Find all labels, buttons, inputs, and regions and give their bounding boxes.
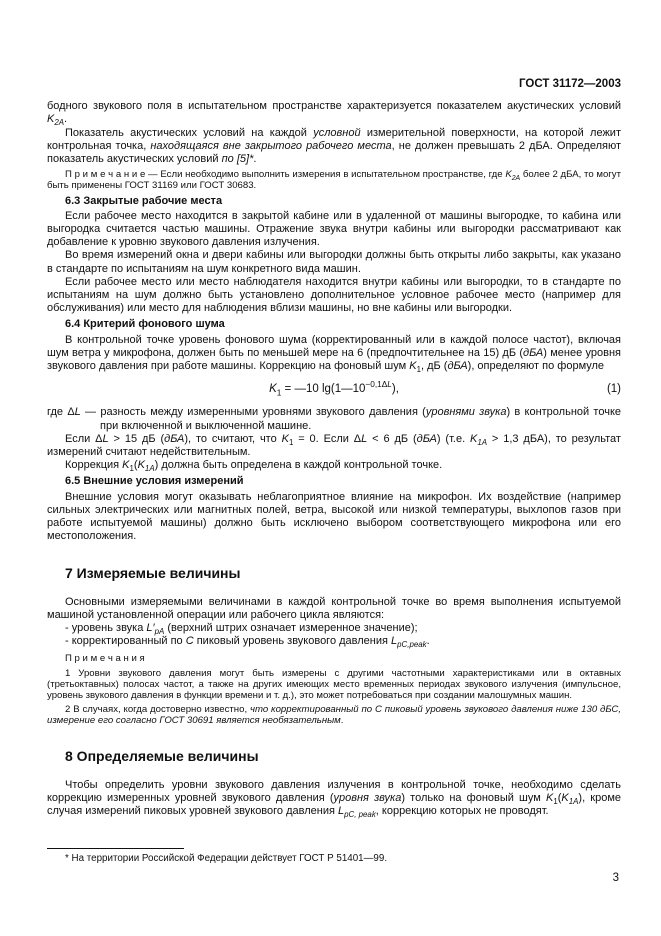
paragraph: 2 В случаях, когда достоверно известно, что корректированный по С пиковый уровень звукового давления ниже 130 дБС, измерение его согласно ГОСТ 30691 является необязательным.: [47, 704, 621, 727]
paragraph: где ΔL — разность между измеренными уровнями звукового давления (уровнями звука) в контрольной точке при включенной и выключенной машине.: [47, 406, 621, 432]
section-heading: 6.3 Закрытые рабочие места: [65, 194, 223, 207]
paragraph: Если ΔL > 15 дБ (дБА), то считают, что $K_1 = 0$. Если ΔL < 6 дБ (дБА) (т.е. $K_{1A} > 1,3$ дБА), то результат измерений считают недействительным.: [47, 432, 621, 459]
paragraph: П р и м е ч а н и я: [65, 653, 145, 665]
paragraph: Во время измерений окна и двери кабины или выгородки должны быть открыты либо закрыты, как указано в стандарте по испытаниям на шум конкретного вида машин.: [47, 249, 621, 275]
section-heading: 7 Измеряемые величины: [65, 564, 241, 581]
paragraph: В контрольной точке уровень фонового шума (корректированный или в каждой полосе частот), включая шум ветра у микрофона, должен быть по меньшей мере на 6 (предпочтительнее на 15) дБ (дБА) менее уровня звукового давления при работе машины. Коррекцию на фоновый шум $K_1$, дБ (дБА), определяют по формуле: [47, 333, 621, 375]
footnote-separator: [47, 848, 184, 849]
section-heading: 6.5 Внешние условия измерений: [65, 475, 244, 488]
paragraph: П р и м е ч а н и е — Если необходимо выполнить измерения в испытательном пространстве, где $K_{2A}$ более 2 дБА, то могут быть применены ГОСТ 31169 или ГОСТ 30683.: [47, 169, 621, 192]
paragraph: Если рабочее место находится в закрытой кабине или в удаленной от машины выгородке, то кабина или выгородка считается частью машины. Отражение звука внутри кабины или выгородки рассматривают как добавление к уровню звукового давления излучения.: [47, 209, 621, 249]
footnote-text: * На территории Российской Федерации действует ГОСТ Р 51401—99.: [65, 853, 388, 864]
equation-number: (1): [606, 383, 621, 396]
paragraph: Внешние условия могут оказывать неблагоприятное влияние на микрофон. Их воздействие (например сильных электрических или магнитных полей, ветра, высокой или низкой температуры, выхлопов газов при работе испытуемой машины) должно быть исключено выбором соответствующего микрофона или его местоположения.: [47, 490, 621, 543]
paragraph: Показатель акустических условий на каждой условной измерительной поверхности, на которой лежит контрольная точка, находящаяся вне закрытого рабочего места, не должен превышать 2 дБА. Определяют показатель акустических условий по [5]*.: [47, 126, 621, 166]
paragraph: бодного звукового поля в испытательном пространстве характеризуется показателем акустических условий $K_{2A}$.: [47, 100, 621, 128]
paragraph: - корректированный по С пиковый уровень звукового давления $L_{pC,peak}$.: [65, 635, 430, 650]
document-header-standard-number: ГОСТ 31172—2003: [519, 78, 621, 90]
page-number: 3: [612, 872, 619, 884]
document-body: [47, 100, 621, 818]
footnote-block: [47, 848, 621, 865]
formula: [47, 380, 621, 398]
formula-expression: $K_1$ = —10 $\lg(1—10^{-0,1\Delta L})$,: [269, 380, 399, 398]
paragraph: Чтобы определить уровни звукового давления излучения в контрольной точке, необходимо сделать коррекцию измеренных уровней звукового давления (уровня звука) только на фоновый шум $K_1(K_{1A})$, кроме случая измерений пиковых уровней звукового давления $L_{pC, peak}$, коррекцию которых не проводят.: [47, 778, 621, 820]
paragraph: - уровень звука $L'_{pA}$ (верхний штрих означает измеренное значение);: [65, 621, 418, 637]
paragraph: Основными измеряемыми величинами в каждой контрольной точке во время выполнения испытуемой машиной установленной операции или рабочего цикла являются:: [47, 595, 621, 621]
paragraph: 1 Уровни звукового давления могут быть измерены с другими частотными характеристиками или в октавных (третьоктавных) полосах частот, а также на других имеющих место временных периодах звукового излучения (импульсное, уровень звукового давления в функции времени и т. д.), это может потребоваться при создании малошумных машин.: [47, 667, 621, 701]
paragraph: Коррекция $K_1(K_{1A})$ должна быть определена в каждой контрольной точке.: [65, 459, 443, 474]
paragraph: Если рабочее место или место наблюдателя находится внутри кабины или выгородки, то в стандарте по испытаниям на шум должно быть установлено дополнительное условное рабочее место (например для обслуживания) или место для наблюдения вблизи машины, но вне кабины или выгородки.: [47, 275, 621, 315]
section-heading: 6.4 Критерий фонового шума: [65, 318, 225, 331]
section-heading: 8 Определяемые величины: [65, 747, 259, 764]
